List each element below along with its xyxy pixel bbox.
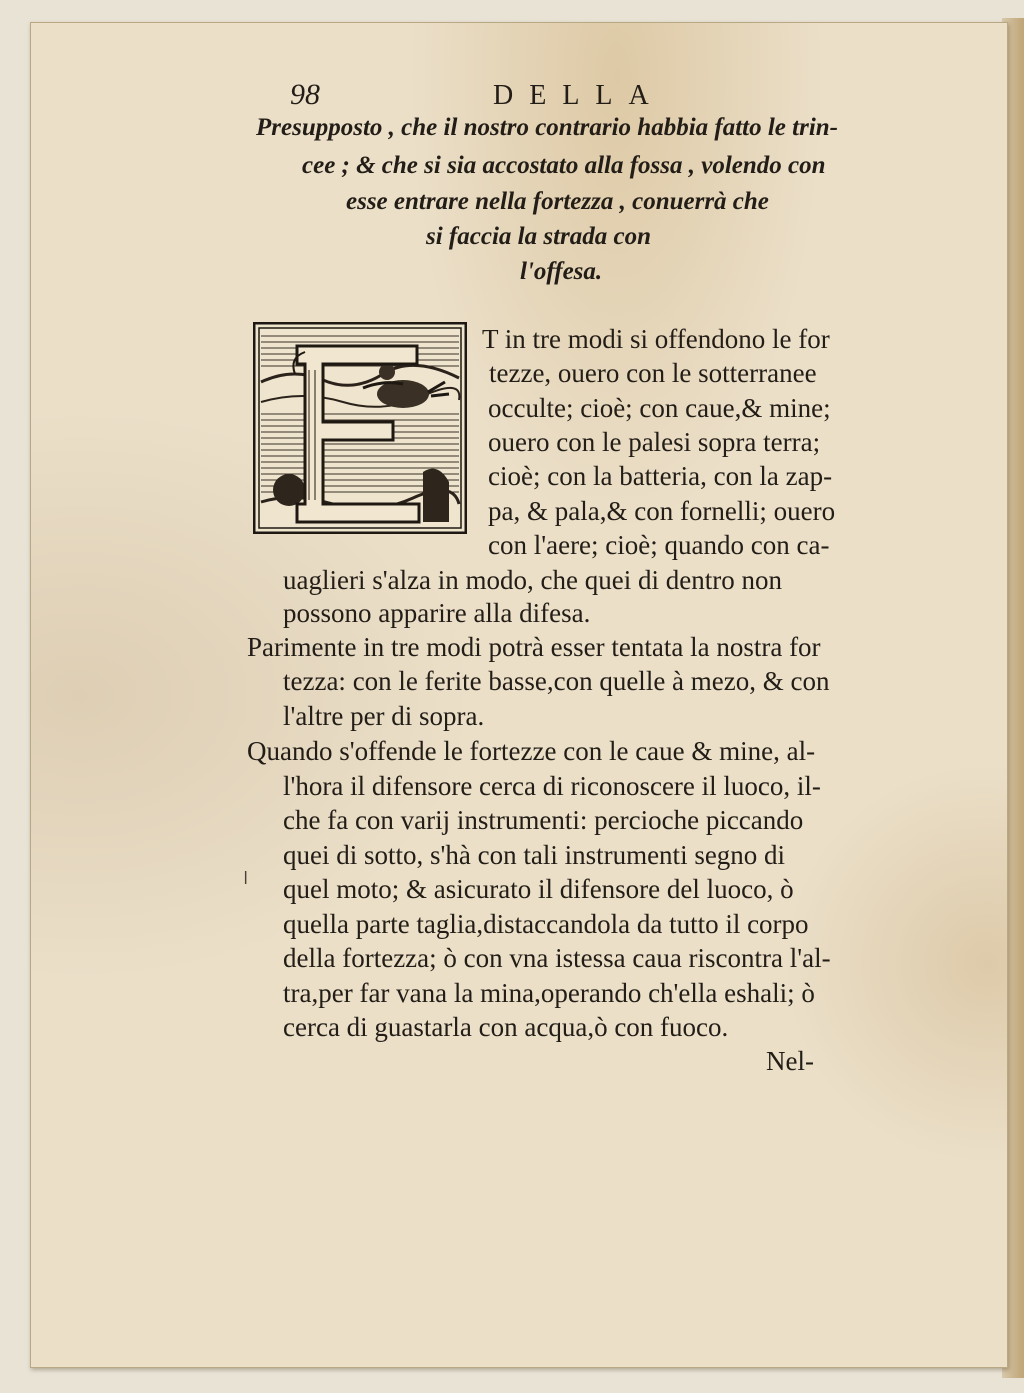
body-line-3: occulte; cioè; con caue,& mine;	[488, 393, 831, 423]
heading-line-3: esse entrare nella fortezza , conuerrà che	[346, 188, 769, 215]
heading-line-2: cee ; & che si sia accostato alla fossa , volendo con	[302, 152, 826, 179]
body-line-21: cerca di guastarla con acqua,ò con fuoco.	[283, 1012, 729, 1042]
body-line-9: possono apparire alla difesa.	[283, 598, 591, 628]
body-line-8: uaglieri s'alza in modo, che quei di dentro non	[283, 565, 782, 595]
body-line-2: tezze, ouero con le sotterranee	[489, 358, 817, 388]
body-line-7: con l'aere; cioè; quando con ca-	[488, 530, 830, 560]
body-line-19: della fortezza; ò con vna istessa caua riscontra l'al-	[283, 943, 831, 973]
body-line-15: che fa con varij instrumenti: percioche piccando	[283, 805, 804, 835]
running-head: DELLA	[493, 80, 665, 111]
body-line-6: pa, & pala,& con fornelli; ouero	[488, 496, 836, 526]
body-line-10: Parimente in tre modi potrà esser tentata la nostra for	[247, 632, 821, 662]
page-number: 98	[290, 78, 320, 111]
catchword: Nel-	[766, 1046, 814, 1076]
body-line-17: quel moto; & asicurato il difensore del luoco, ò	[283, 874, 794, 904]
heading-line-1: Presupposto , che il nostro contrario habbia fatto le trin-	[256, 114, 839, 141]
body-line-12: l'altre per di sopra.	[283, 701, 485, 731]
body-line-1: T in tre modi si offendono le for	[482, 324, 830, 354]
body-line-14: l'hora il difensore cerca di riconoscere il luoco, il-	[283, 771, 821, 801]
body-line-11: tezza: con le ferite basse,con quelle à mezo, & con	[283, 666, 830, 696]
body-line-16: quei di sotto, s'hà con tali instrumenti segno di	[283, 840, 786, 870]
body-line-4: ouero con le palesi sopra terra;	[488, 427, 821, 457]
margin-tick-mark: ǀ	[243, 868, 249, 889]
heading-line-5: l'offesa.	[520, 258, 603, 285]
body-line-20: tra,per far vana la mina,operando ch'ella eshali; ò	[283, 978, 815, 1008]
heading-line-4: si faccia la strada con	[426, 223, 651, 250]
body-line-13: Quando s'offende le fortezze con le caue & mine, al-	[247, 736, 816, 766]
body-line-18: quella parte taglia,distaccandola da tutto il corpo	[283, 909, 809, 939]
woodcut-initial	[253, 322, 467, 534]
body-line-5: cioè; con la batteria, con la zap-	[488, 461, 833, 491]
